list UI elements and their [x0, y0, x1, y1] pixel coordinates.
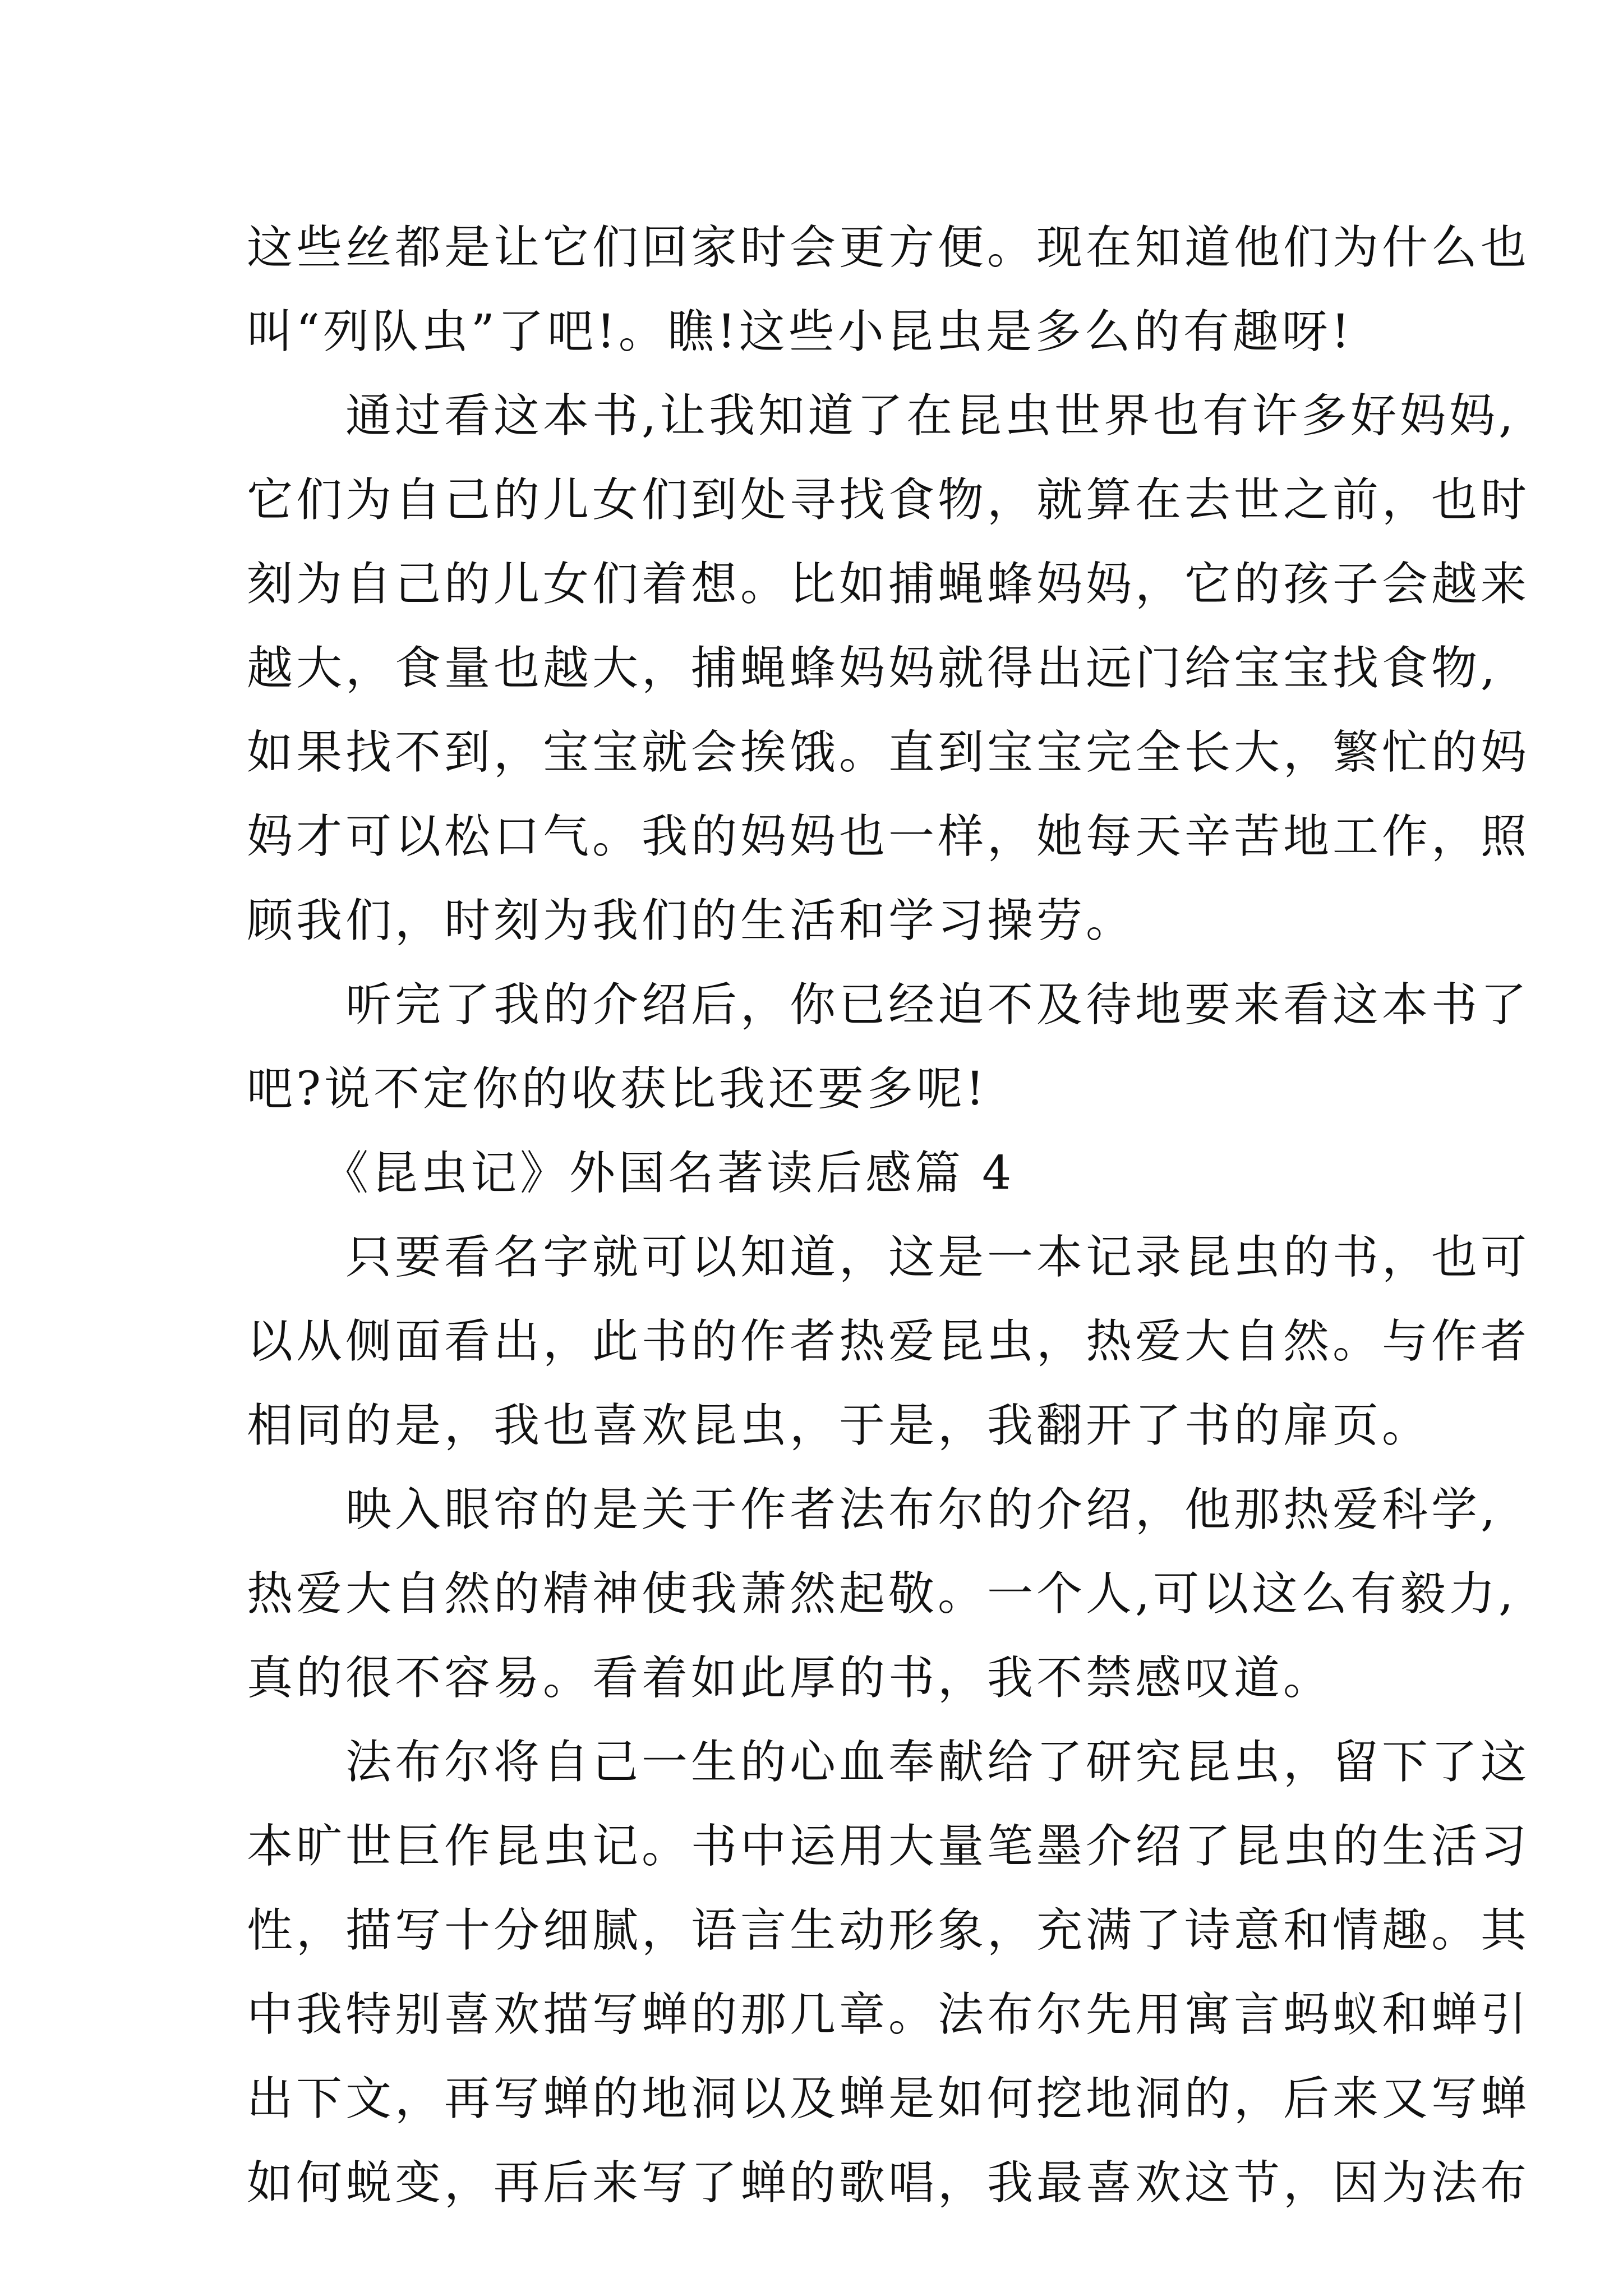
text-line: 通过看这本书,让我知道了在昆虫世界也有许多好妈妈, [247, 389, 1517, 443]
text-line: 刻为自己的儿女们着想。比如捕蝇蜂妈妈，它的孩子会越来 [247, 558, 1530, 611]
text-line: 出下文，再写蝉的地洞以及蝉是如何挖地洞的，后来又写蝉 [247, 2072, 1530, 2125]
text-line: 映入眼帘的是关于作者法布尔的介绍，他那热爱科学, [247, 1483, 1499, 1536]
text-line: 中我特别喜欢描写蝉的那几章。法布尔先用寓言蚂蚁和蝉引 [247, 1988, 1530, 2041]
text-line: 听完了我的介绍后，你已经迫不及待地要来看这本书了 [247, 978, 1530, 1032]
text-line: 吧?说不定你的收获比我还要多呢! [247, 1062, 988, 1116]
text-line: 它们为自己的儿女们到处寻找食物，就算在去世之前，也时 [247, 473, 1530, 527]
section-heading: 《昆虫记》外国名著读后感篇 4 [247, 1147, 1015, 1200]
text-line: 这些丝都是让它们回家时会更方便。现在知道他们为什么也 [247, 221, 1530, 274]
text-line: 以从侧面看出，此书的作者热爱昆虫，热爱大自然。与作者 [247, 1315, 1530, 1368]
text-line: 妈才可以松口气。我的妈妈也一样，她每天辛苦地工作，照 [247, 810, 1530, 863]
text-line: 热爱大自然的精神使我萧然起敬。一个人,可以这么有毅力, [247, 1567, 1517, 1621]
text-line: 本旷世巨作昆虫记。书中运用大量笔墨介绍了昆虫的生活习 [247, 1820, 1530, 1873]
text-line: 法布尔将自己一生的心血奉献给了研究昆虫，留下了这 [247, 1736, 1530, 1789]
text-line: 顾我们，时刻为我们的生活和学习操劳。 [247, 894, 1136, 947]
text-line: 越大，食量也越大，捕蝇蜂妈妈就得出远门给宝宝找食物, [247, 642, 1499, 695]
text-line: 只要看名字就可以知道，这是一本记录昆虫的书，也可 [247, 1231, 1530, 1284]
text-line: 如何蜕变，再后来写了蝉的歌唱，我最喜欢这节，因为法布 [247, 2156, 1530, 2210]
text-line: 真的很不容易。看着如此厚的书，我不禁感叹道。 [247, 1651, 1333, 1705]
text-line: 如果找不到，宝宝就会挨饿。直到宝宝完全长大，繁忙的妈 [247, 726, 1530, 779]
text-line: 性，描写十分细腻，语言生动形象，充满了诗意和情趣。其 [247, 1904, 1530, 1957]
text-line: 叫“列队虫”了吧!。瞧!这些小昆虫是多么的有趣呀! [247, 305, 1353, 358]
text-line: 相同的是，我也喜欢昆虫，于是，我翻开了书的扉页。 [247, 1399, 1432, 1452]
